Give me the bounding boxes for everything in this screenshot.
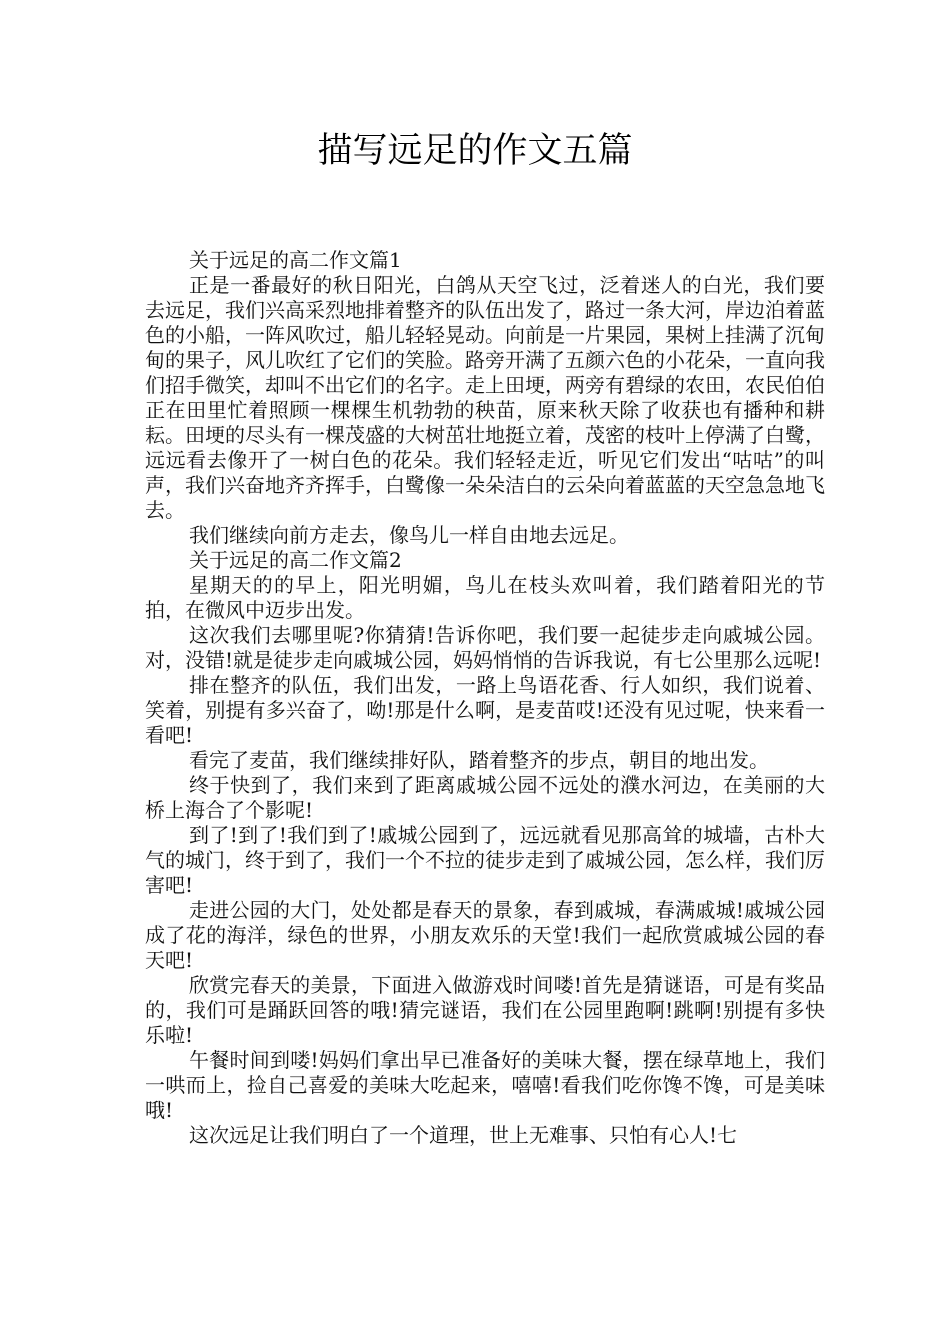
paragraph: 排在整齐的队伍，我们出发，一路上鸟语花香、行人如织，我们说着、笑着，别提有多兴奋了，呦!那是什么啊，是麦苗哎!还没有见过呢，快来看一看吧!: [145, 673, 825, 747]
section-heading-2: 关于远足的高二作文篇2: [189, 548, 402, 572]
paragraph: 走进公园的大门，处处都是春天的景象，春到戚城，春满戚城!戚城公园成了花的海洋，绿色的世界，小朋友欢乐的天堂!我们一起欣赏戚城公园的春天吧!: [145, 898, 825, 972]
paragraph: 我们继续向前方走去，像鸟儿一样自由地去远足。: [189, 523, 629, 547]
paragraph: 星期天的的早上，阳光明媚，鸟儿在枝头欢叫着，我们踏着阳光的节拍，在微风中迈步出发。: [145, 573, 825, 622]
document-body: [145, 248, 825, 1148]
paragraph: 午餐时间到喽!妈妈们拿出早已准备好的美味大餐，摆在绿草地上，我们一哄而上，捡自己喜爱的美味大吃起来，嘻嘻!看我们吃你馋不馋，可是美味哦!: [145, 1048, 825, 1122]
paragraph: 终于快到了，我们来到了距离戚城公园不远处的濮水河边，在美丽的大桥上海合了个影呢!: [145, 773, 825, 822]
paragraph: 欣赏完春天的美景，下面进入做游戏时间喽!首先是猜谜语，可是有奖品的，我们可是踊跃回答的哦!猜完谜语，我们在公园里跑啊!跳啊!别提有多快乐啦!: [145, 973, 825, 1047]
paragraph: 这次远足让我们明白了一个道理，世上无难事、只怕有心人!七: [189, 1123, 738, 1147]
paragraph: 到了!到了!我们到了!戚城公园到了，远远就看见那高耸的城墙，古朴大气的城门，终于到了，我们一个不拉的徒步走到了戚城公园，怎么样，我们厉害吧!: [145, 823, 825, 897]
paragraph: 正是一番最好的秋日阳光，白鸽从天空飞过，泛着迷人的白光，我们要去远足，我们兴高采烈地排着整齐的队伍出发了，路过一条大河，岸边泊着蓝色的小船，一阵风吹过，船儿轻轻晃动。向前是一片果园，果树上挂满了沉甸甸的果子，风儿吹红了它们的笑脸。路旁开满了五颜六色的小花朵，一直向我们招手微笑，却叫不出它们的名字。走上田埂，两旁有碧绿的农田，农民伯伯正在田里忙着照顾一棵棵生机勃勃的秧苗，原来秋天除了收获也有播种和耕耘。田埂的尽头有一棵茂盛的大树茁壮地挺立着，茂密的枝叶上停满了白鹭，远远看去像开了一树白色的花朵。我们轻轻走近，听见它们发出“咕咕”的叫声，我们兴奋地齐齐挥手，白鹭像一朵朵洁白的云朵向着蓝蓝的天空急急地飞去。: [145, 273, 825, 522]
paragraph: 这次我们去哪里呢?你猜猜!告诉你吧，我们要一起徒步走向戚城公园。对，没错!就是徒步走向戚城公园，妈妈悄悄的告诉我说，有七公里那么远呢!: [145, 623, 825, 672]
document-title: 描写远足的作文五篇: [317, 131, 633, 171]
section-heading-1: 关于远足的高二作文篇1: [189, 248, 402, 272]
paragraph: 看完了麦苗，我们继续排好队，踏着整齐的步点，朝目的地出发。: [189, 748, 769, 772]
